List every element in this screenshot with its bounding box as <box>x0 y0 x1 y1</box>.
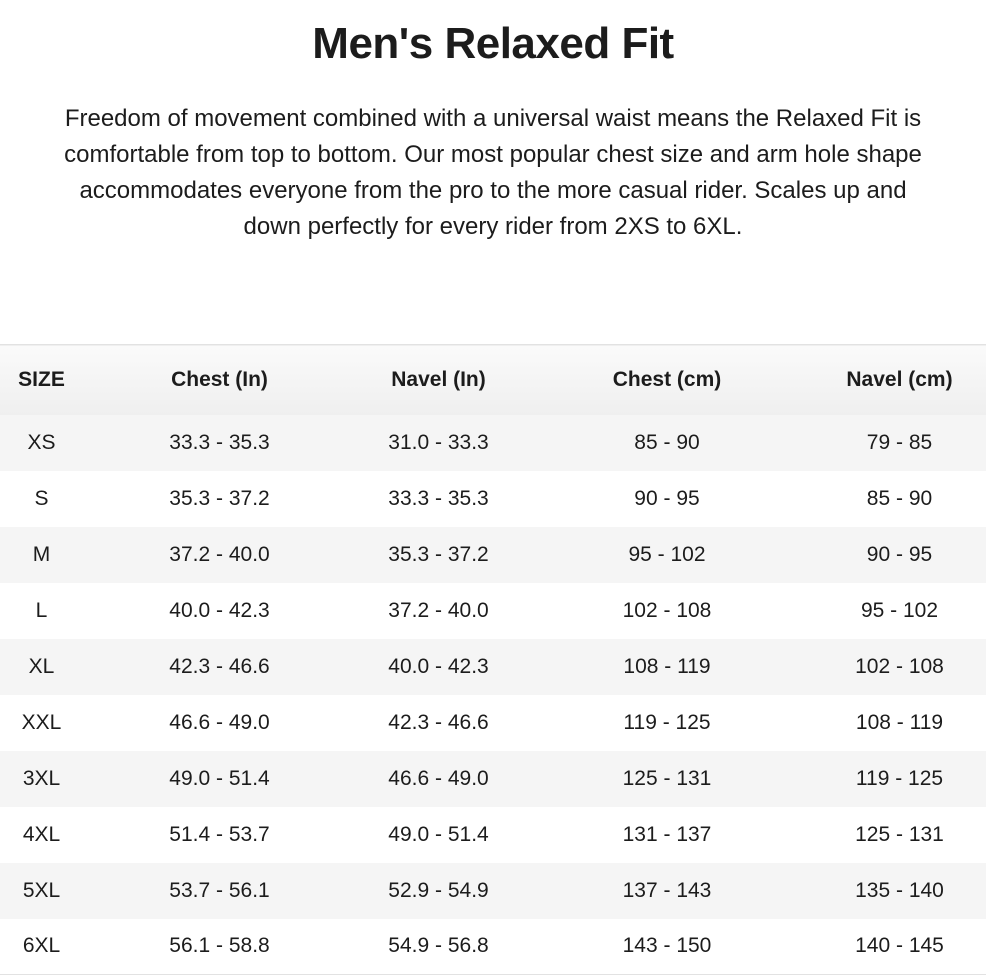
chest-in-cell: 40.0 - 42.3 <box>169 598 270 622</box>
navel-cm-cell: 108 - 119 <box>855 710 944 734</box>
navel-cm-cell: 140 - 145 <box>855 934 944 958</box>
chest-cm-cell: 95 - 102 <box>628 542 706 566</box>
size-cell: S <box>34 486 49 510</box>
table-row <box>0 639 986 695</box>
chest-in-cell: 56.1 - 58.8 <box>169 934 270 958</box>
chest-in-cell: 35.3 - 37.2 <box>169 486 270 510</box>
page-title: Men's Relaxed Fit <box>312 19 674 68</box>
size-cell: 6XL <box>22 934 61 958</box>
table-row <box>0 471 986 527</box>
size-cell: 4XL <box>22 822 61 846</box>
size-chart-header <box>0 345 986 415</box>
header-row <box>0 345 986 415</box>
size-cell: XXL <box>21 710 62 734</box>
chest-cm-cell: 102 - 108 <box>622 598 712 622</box>
header-chest-cm: Chest (cm) <box>612 367 722 391</box>
navel-in-cell: 42.3 - 46.6 <box>388 710 489 734</box>
chest-in-cell: 42.3 - 46.6 <box>169 654 270 678</box>
chest-cm-cell: 119 - 125 <box>623 710 711 734</box>
table-row <box>0 583 986 639</box>
table-row <box>0 527 986 583</box>
navel-in-cell: 46.6 - 49.0 <box>388 766 489 790</box>
navel-cm-cell: 90 - 95 <box>866 542 933 566</box>
table-row <box>0 751 986 807</box>
navel-in-cell: 40.0 - 42.3 <box>388 654 489 678</box>
navel-cm-cell: 135 - 140 <box>855 878 944 902</box>
size-cell: M <box>32 542 51 566</box>
navel-cm-cell: 102 - 108 <box>855 654 944 678</box>
navel-cm-cell: 125 - 131 <box>855 822 944 846</box>
navel-cm-cell: 119 - 125 <box>855 766 944 790</box>
chest-cm-cell: 85 - 90 <box>634 430 700 454</box>
chest-cm-cell: 137 - 143 <box>622 878 712 902</box>
size-chart-body <box>0 415 986 975</box>
header-navel-cm: Navel (cm) <box>846 367 953 391</box>
navel-in-cell: 37.2 - 40.0 <box>388 598 489 622</box>
chest-in-cell: 49.0 - 51.4 <box>169 766 270 790</box>
navel-cm-cell: 79 - 85 <box>866 430 933 454</box>
size-cell: XL <box>28 654 55 678</box>
chest-in-cell: 53.7 - 56.1 <box>169 878 270 902</box>
chest-in-cell: 37.2 - 40.0 <box>169 542 270 566</box>
size-chart-table <box>0 344 986 975</box>
chest-cm-cell: 131 - 137 <box>622 822 712 846</box>
navel-in-cell: 52.9 - 54.9 <box>388 878 489 902</box>
size-cell: 3XL <box>22 766 61 790</box>
size-cell: XS <box>27 430 56 454</box>
chest-in-cell: 33.3 - 35.3 <box>169 430 270 454</box>
navel-in-cell: 49.0 - 51.4 <box>388 822 489 846</box>
navel-in-cell: 35.3 - 37.2 <box>388 542 489 566</box>
navel-cm-cell: 85 - 90 <box>866 486 933 510</box>
table-row <box>0 863 986 919</box>
navel-in-cell: 54.9 - 56.8 <box>388 934 489 958</box>
table-row <box>0 695 986 751</box>
table-row <box>0 919 986 975</box>
size-cell: 5XL <box>22 878 61 902</box>
header-chest-in: Chest (In) <box>171 367 268 391</box>
navel-in-cell: 33.3 - 35.3 <box>388 486 489 510</box>
chest-cm-cell: 90 - 95 <box>634 486 700 510</box>
header-navel-in: Navel (In) <box>391 367 486 391</box>
chest-cm-cell: 108 - 119 <box>623 654 711 678</box>
size-cell: L <box>35 598 48 622</box>
header-size: SIZE <box>18 367 65 391</box>
navel-in-cell: 31.0 - 33.3 <box>388 430 489 454</box>
chest-in-cell: 46.6 - 49.0 <box>169 710 270 734</box>
chest-cm-cell: 125 - 131 <box>622 766 712 790</box>
chest-in-cell: 51.4 - 53.7 <box>169 822 270 846</box>
table-row <box>0 807 986 863</box>
table-row <box>0 415 986 471</box>
chest-cm-cell: 143 - 150 <box>622 934 712 958</box>
fit-description: Freedom of movement combined with a universal waist means the Relaxed Fit is comfortable from top to bottom. Our most popular chest size and arm hole shape accommodates everyone from the pro to the more casual rider. Scales up and down perfectly for every rider from 2XS to 6XL. <box>64 105 922 240</box>
navel-cm-cell: 95 - 102 <box>860 598 939 622</box>
